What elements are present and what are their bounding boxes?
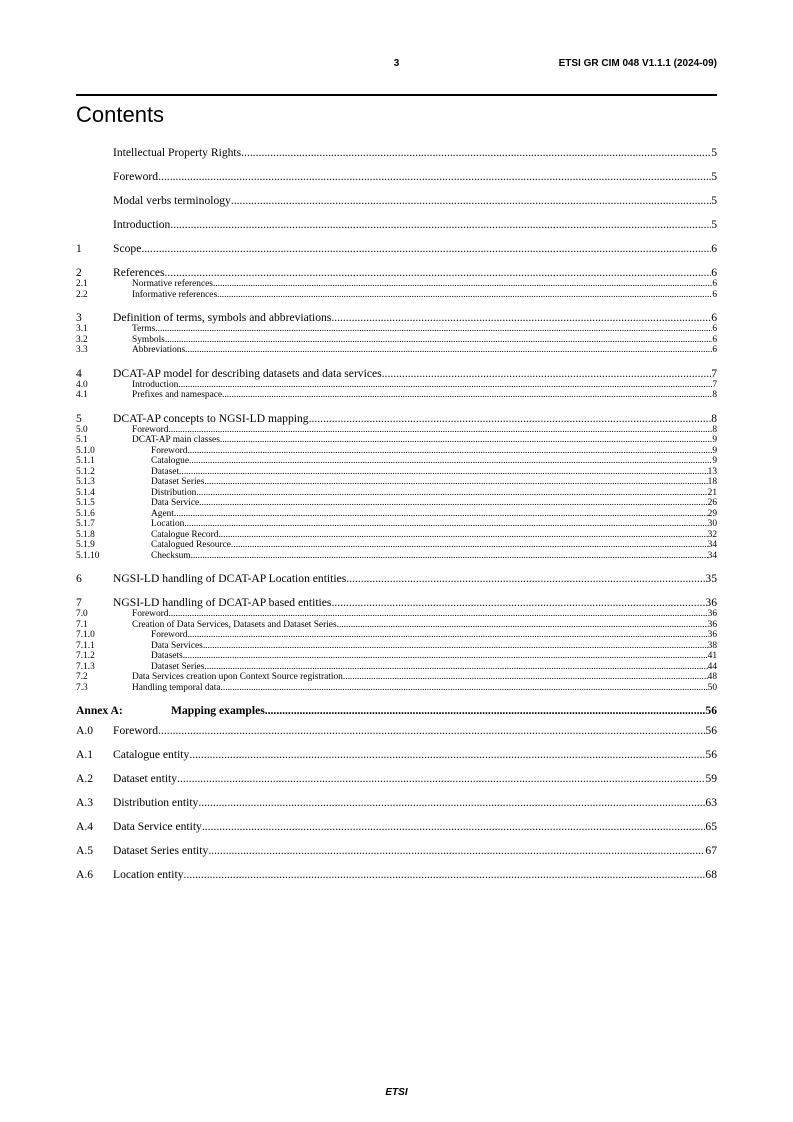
toc-entry-title: Foreword: [113, 170, 159, 183]
toc-dot-leader: [165, 266, 712, 279]
toc-dot-leader: [222, 390, 712, 401]
toc-entry-number: 5.1: [76, 435, 88, 445]
toc-entry-number: 5.1.8: [76, 529, 95, 540]
toc-entry[interactable]: [76, 540, 717, 551]
table-of-contents: [76, 146, 717, 881]
toc-entry-title: Location: [151, 519, 185, 529]
toc-entry-page: 9: [712, 456, 717, 466]
toc-dot-leader: [184, 868, 706, 881]
toc-entry-number: 5.0: [76, 424, 88, 435]
toc-entry-title: Dataset Series: [151, 477, 205, 487]
toc-entry-title: Normative references: [132, 279, 213, 289]
toc-entry-number: 2.2: [76, 289, 88, 300]
toc-dot-leader: [265, 704, 706, 717]
toc-entry-number: A.6: [76, 868, 94, 881]
toc-entry-number: 7.1.2: [76, 651, 95, 661]
toc-dot-leader: [217, 290, 712, 301]
toc-entry-page: 56: [705, 748, 717, 761]
toc-entry[interactable]: [76, 572, 717, 585]
toc-entry-number: 7.2: [76, 672, 88, 682]
toc-entry-number: A.1: [76, 748, 94, 761]
toc-entry-title: Abbreviations: [132, 345, 186, 355]
toc-entry-number: 7.0: [76, 609, 88, 619]
toc-entry[interactable]: [76, 290, 717, 301]
toc-entry-number: 7: [76, 596, 82, 609]
toc-entry[interactable]: [76, 194, 717, 207]
toc-entry-title: Distribution entity: [113, 796, 199, 809]
toc-entry-title: Handling temporal data: [132, 682, 221, 693]
toc-entry-page: 6: [711, 266, 717, 279]
toc-entry-page: 5: [711, 218, 717, 231]
toc-dot-leader: [196, 488, 707, 499]
toc-entry-page: 8: [711, 411, 717, 425]
toc-entry-title: Modal verbs terminology: [113, 194, 231, 207]
toc-entry-page: 13: [707, 466, 717, 477]
toc-entry[interactable]: [76, 748, 717, 761]
toc-entry-number: 5.1.7: [76, 519, 95, 529]
toc-dot-leader: [155, 324, 712, 335]
toc-entry[interactable]: [76, 446, 717, 457]
toc-entry-number: 4.1: [76, 390, 88, 400]
toc-entry-number: 5.1.1: [76, 456, 95, 466]
toc-entry-page: 5: [711, 146, 717, 159]
toc-entry-title: Datasets: [151, 651, 183, 661]
toc-entry-title: Catalogue Record: [151, 529, 219, 540]
toc-entry[interactable]: [76, 772, 717, 785]
toc-dot-leader: [203, 641, 708, 652]
toc-entry-number: 1: [76, 242, 82, 255]
toc-dot-leader: [231, 194, 711, 207]
toc-dot-leader: [343, 672, 708, 683]
header-rule: [76, 94, 717, 96]
toc-dot-leader: [191, 551, 708, 562]
toc-entry-title: Introduction: [132, 379, 179, 390]
toc-dot-leader: [187, 446, 712, 457]
toc-entry-title: Prefixes and namespace: [132, 390, 223, 400]
toc-entry[interactable]: [76, 672, 717, 683]
toc-entry-number: 2: [76, 266, 82, 279]
toc-dot-leader: [184, 519, 707, 530]
toc-dot-leader: [204, 477, 707, 488]
toc-entry-number: A.3: [76, 796, 94, 809]
toc-entry[interactable]: [76, 844, 717, 857]
toc-dot-leader: [218, 530, 707, 541]
toc-entry-page: 44: [707, 661, 717, 672]
toc-entry[interactable]: [76, 704, 717, 717]
toc-entry[interactable]: [76, 380, 717, 391]
toc-entry-title: Mapping examples: [171, 704, 265, 717]
toc-entry-page: 21: [707, 487, 717, 498]
toc-entry-page: 36: [707, 630, 717, 640]
toc-entry-title: Catalogued Resource: [151, 540, 231, 550]
toc-entry-title: Catalogue entity: [113, 748, 190, 761]
toc-dot-leader: [189, 456, 712, 467]
toc-entry-title: Data Service entity: [113, 820, 202, 833]
toc-entry-number: Annex A:: [76, 704, 123, 717]
toc-entry-title: NGSI-LD handling of DCAT-AP Location entities: [113, 572, 347, 585]
toc-entry[interactable]: [76, 724, 717, 737]
toc-entry[interactable]: [76, 435, 717, 446]
toc-entry[interactable]: [76, 456, 717, 467]
toc-entry-title: NGSI-LD handling of DCAT-AP based entities: [113, 596, 332, 609]
toc-entry-page: 36: [707, 619, 717, 630]
toc-dot-leader: [178, 380, 712, 391]
toc-entry[interactable]: [76, 477, 717, 488]
toc-entry-title: Location entity: [113, 868, 184, 881]
toc-entry-page: 6: [712, 334, 717, 345]
toc-entry[interactable]: [76, 609, 717, 620]
toc-entry-number: 4: [76, 366, 82, 380]
toc-entry-title: Foreword: [132, 424, 169, 435]
toc-dot-leader: [179, 467, 708, 478]
toc-entry[interactable]: [76, 412, 717, 425]
toc-entry-page: 56: [705, 724, 717, 737]
toc-dot-leader: [309, 412, 712, 425]
toc-dot-leader: [382, 367, 712, 380]
toc-entry[interactable]: [76, 820, 717, 833]
toc-entry-page: 6: [712, 279, 717, 289]
toc-dot-leader: [331, 311, 711, 324]
toc-entry-title: Catalogue: [151, 456, 190, 466]
toc-dot-leader: [346, 572, 705, 585]
toc-entry-number: 5: [76, 411, 82, 425]
page-title: Contents: [76, 102, 165, 127]
toc-entry[interactable]: [76, 596, 717, 609]
toc-entry-page: 50: [707, 682, 717, 693]
toc-entry-page: 68: [705, 868, 717, 881]
toc-dot-leader: [202, 820, 706, 833]
toc-dot-leader: [177, 772, 705, 785]
toc-dot-leader: [241, 146, 711, 159]
toc-entry[interactable]: [76, 630, 717, 641]
toc-entry-number: 5.1.9: [76, 540, 95, 550]
toc-entry-page: 5: [711, 194, 717, 207]
toc-dot-leader: [183, 651, 708, 662]
toc-entry[interactable]: [76, 530, 717, 541]
toc-entry-title: Informative references: [132, 289, 218, 300]
toc-entry-number: 7.1: [76, 619, 88, 630]
toc-entry[interactable]: [76, 509, 717, 520]
toc-entry-title: Foreword: [132, 609, 169, 619]
toc-entry-page: 26: [707, 498, 717, 508]
toc-entry[interactable]: [76, 620, 717, 631]
toc-entry-number: 7.1.3: [76, 661, 95, 672]
toc-entry-title: Checksum: [151, 550, 191, 561]
toc-entry-page: 30: [707, 519, 717, 529]
toc-entry-number: 5.1.5: [76, 498, 95, 508]
toc-dot-leader: [187, 630, 707, 641]
toc-entry-page: 65: [705, 820, 717, 833]
toc-dot-leader: [168, 425, 712, 436]
toc-dot-leader: [170, 218, 711, 231]
document-id: ETSI GR CIM 048 V1.1.1 (2024-09): [558, 58, 717, 69]
toc-dot-leader: [204, 662, 707, 673]
toc-entry-title: Dataset Series: [151, 661, 205, 672]
toc-entry-title: Creation of Data Services, Datasets and Dataset Series: [132, 619, 337, 630]
toc-entry-title: Terms: [132, 324, 156, 334]
toc-dot-leader: [158, 724, 705, 737]
page-number: 3: [393, 58, 400, 69]
toc-entry-number: 4.0: [76, 379, 88, 390]
toc-entry[interactable]: [76, 390, 717, 401]
toc-entry-page: 7: [712, 379, 717, 390]
toc-dot-leader: [331, 596, 705, 609]
toc-entry-title: Foreword: [151, 630, 188, 640]
toc-entry-title: Scope: [113, 242, 142, 255]
toc-entry-page: 6: [712, 324, 717, 334]
toc-entry-page: 6: [712, 345, 717, 355]
page-header: [76, 58, 717, 72]
toc-entry-page: 18: [707, 477, 717, 487]
toc-entry-page: 29: [707, 508, 717, 519]
toc-entry-page: 59: [705, 772, 717, 785]
toc-dot-leader: [141, 242, 711, 255]
toc-entry-number: 3.1: [76, 324, 88, 334]
toc-entry-title: Data Services: [151, 640, 203, 651]
toc-dot-leader: [208, 844, 705, 857]
toc-entry[interactable]: [76, 551, 717, 562]
toc-entry[interactable]: [76, 425, 717, 436]
toc-entry-number: 3.3: [76, 345, 88, 355]
toc-entry-title: References: [113, 266, 165, 279]
toc-entry-title: Dataset entity: [113, 772, 178, 785]
toc-entry-number: 7.3: [76, 682, 88, 693]
toc-entry-title: Data Services creation upon Context Source registration: [132, 672, 343, 682]
toc-entry-title: Dataset Series entity: [113, 844, 209, 857]
toc-entry-number: 2.1: [76, 279, 88, 289]
toc-entry-title: Data Service: [151, 498, 200, 508]
toc-entry-title: Introduction: [113, 218, 171, 231]
toc-entry-page: 36: [707, 609, 717, 619]
toc-entry-page: 6: [712, 289, 717, 300]
toc-entry-title: Foreword: [113, 724, 159, 737]
toc-entry-page: 34: [707, 550, 717, 561]
toc-dot-leader: [165, 335, 712, 346]
toc-dot-leader: [221, 683, 708, 694]
toc-entry-title: Intellectual Property Rights: [113, 146, 242, 159]
toc-entry[interactable]: [76, 324, 717, 335]
toc-entry[interactable]: [76, 367, 717, 380]
toc-entry-title: DCAT-AP main classes: [132, 435, 220, 445]
toc-entry-page: 8: [712, 390, 717, 400]
toc-entry-page: 48: [707, 672, 717, 682]
toc-entry[interactable]: [76, 345, 717, 356]
toc-dot-leader: [185, 345, 712, 356]
toc-entry[interactable]: [76, 519, 717, 530]
toc-entry-page: 35: [705, 572, 717, 585]
toc-entry[interactable]: [76, 242, 717, 255]
toc-entry-title: Distribution: [151, 487, 197, 498]
toc-entry-page: 5: [711, 170, 717, 183]
toc-entry-number: 7.1.0: [76, 630, 95, 640]
toc-dot-leader: [189, 748, 705, 761]
toc-entry-page: 41: [707, 651, 717, 661]
toc-dot-leader: [199, 498, 707, 509]
toc-entry[interactable]: [76, 651, 717, 662]
toc-entry[interactable]: [76, 683, 717, 694]
toc-entry-title: Symbols: [132, 334, 165, 345]
toc-entry-title: Agent: [151, 508, 174, 519]
toc-entry-number: 5.1.6: [76, 508, 95, 519]
toc-entry-page: 6: [711, 242, 717, 255]
toc-entry[interactable]: [76, 218, 717, 231]
toc-entry-title: Dataset: [151, 466, 180, 477]
toc-dot-leader: [213, 279, 712, 290]
toc-dot-leader: [231, 540, 708, 551]
toc-entry-page: 56: [705, 704, 717, 717]
toc-entry-number: A.5: [76, 844, 94, 857]
toc-entry-number: 5.1.2: [76, 466, 95, 477]
toc-entry-page: 8: [712, 424, 717, 435]
toc-entry-number: 3: [76, 311, 82, 324]
toc-entry-title: Foreword: [151, 445, 188, 456]
toc-entry-title: DCAT-AP concepts to NGSI-LD mapping: [113, 411, 309, 425]
toc-dot-leader: [174, 509, 708, 520]
toc-dot-leader: [158, 170, 711, 183]
toc-entry-number: A.2: [76, 772, 94, 785]
toc-entry[interactable]: [76, 467, 717, 478]
toc-entry[interactable]: [76, 266, 717, 279]
toc-entry-number: A.4: [76, 820, 94, 833]
toc-entry-page: 38: [707, 640, 717, 651]
toc-entry[interactable]: [76, 146, 717, 159]
toc-entry[interactable]: [76, 662, 717, 673]
toc-entry-page: 34: [707, 540, 717, 550]
toc-entry-title: DCAT-AP model for describing datasets and data services: [113, 366, 382, 380]
toc-entry-number: 5.1.4: [76, 487, 95, 498]
toc-dot-leader: [220, 435, 712, 446]
toc-entry-number: 5.1.0: [76, 445, 95, 456]
toc-entry[interactable]: [76, 498, 717, 509]
toc-entry-number: 6: [76, 572, 82, 585]
toc-entry-number: 7.1.1: [76, 640, 95, 651]
toc-entry[interactable]: [76, 311, 717, 324]
toc-entry-page: 9: [712, 435, 717, 445]
toc-entry[interactable]: [76, 868, 717, 881]
toc-entry-number: A.0: [76, 724, 94, 737]
toc-entry-number: 3.2: [76, 334, 88, 345]
toc-entry-page: 9: [712, 445, 717, 456]
footer-publisher: ETSI: [385, 1087, 408, 1098]
toc-entry[interactable]: [76, 279, 717, 290]
toc-dot-leader: [337, 620, 708, 631]
toc-entry-title: Definition of terms, symbols and abbreviations: [113, 311, 332, 324]
toc-entry[interactable]: [76, 796, 717, 809]
toc-entry-page: 6: [711, 311, 717, 324]
toc-entry-page: 36: [705, 596, 717, 609]
toc-dot-leader: [168, 609, 707, 620]
toc-entry-page: 67: [705, 844, 717, 857]
toc-entry[interactable]: [76, 170, 717, 183]
toc-entry-page: 7: [711, 366, 717, 380]
toc-entry-page: 32: [707, 529, 717, 540]
toc-entry-page: 63: [705, 796, 717, 809]
toc-entry[interactable]: [76, 641, 717, 652]
toc-entry-number: 5.1.10: [76, 550, 100, 561]
toc-entry[interactable]: [76, 335, 717, 346]
toc-entry[interactable]: [76, 488, 717, 499]
toc-entry-number: 5.1.3: [76, 477, 95, 487]
toc-dot-leader: [198, 796, 705, 809]
